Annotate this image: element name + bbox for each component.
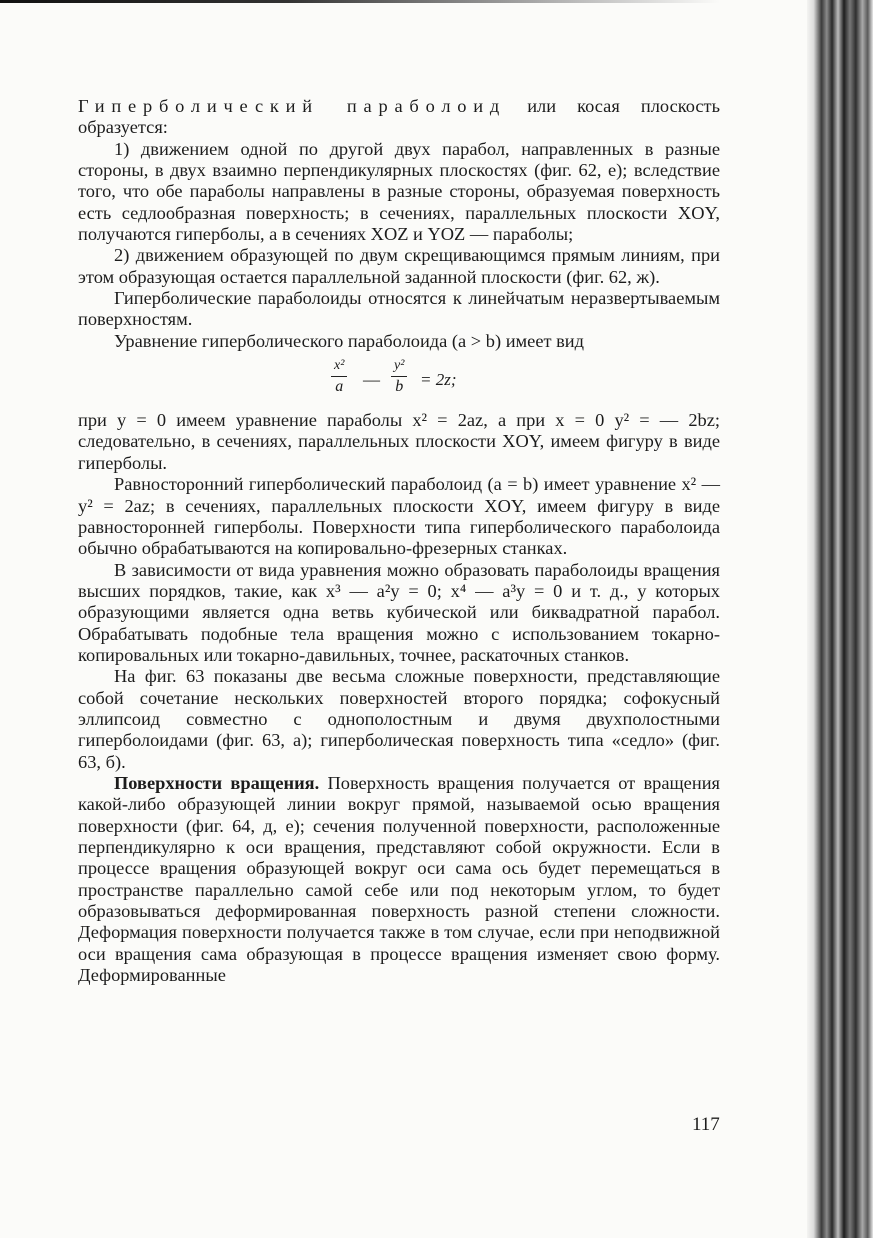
equation-minus: — xyxy=(363,370,380,390)
fraction-x xyxy=(331,356,347,397)
fraction-y xyxy=(391,356,407,397)
fraction-x-denominator: a xyxy=(335,378,344,396)
term-hyperbolic-paraboloid: Гиперболический параболоид xyxy=(78,96,507,116)
page-body xyxy=(78,96,720,986)
paragraph-method-2: 2) движением образующей по двум скрещивающимся прямым линиям, при этом образующая остается параллельной заданной плоскости (фиг. 62, ж). xyxy=(78,245,720,287)
paragraph-sections: при y = 0 имеем уравнение параболы x² = 2az, а при x = 0 y² = — 2bz; следовательно, в сечениях, параллельных плоскости XOY, имеем фигуру в виде гиперболы. xyxy=(78,410,720,473)
equation-rhs: = 2z; xyxy=(420,370,457,390)
paragraph-fig63: На фиг. 63 показаны две весьма сложные поверхности, представляющие собой сочетание нескольких поверхностей второго порядка; софокусный эллипсоид совместно с однополостным и двумя двухполостными гиперболоидами (фиг. 63, а); гиперболическая поверхность типа «седло» (фиг. 63, б). xyxy=(78,666,720,772)
equation-hyperbolic-paraboloid xyxy=(78,354,720,406)
paragraph-hyperbolic-paraboloid xyxy=(78,96,720,139)
paragraph-text: Поверхность вращения получается от вращения какой-либо образующей линии вокруг прямой, называемой осью вращения поверхности (фиг. 64, д, е); сечения полученной поверхности, расположенные перпендикулярно к оси вращения, представляют собой окружности. Если в процессе вращения образующей вокруг оси сама ось будет перемещаться в пространстве параллельно самой себе или под некоторым углом, то будет образовываться деформированная поверхность разной степени сложности. Деформация поверхности получается также в том случае, если при неподвижной оси вращения сама образующая в процессе вращения изменяет свою форму. Деформированные xyxy=(78,772,720,986)
paragraph-equilateral: Равносторонний гиперболический параболоид (a = b) имеет уравнение x² — y² = 2az; в сечениях, параллельных плоскости XOY, имеем фигуру в виде равносторонней гиперболы. Поверхности типа гиперболического параболоида обычно обрабатываются на копировально-фрезерных станках. xyxy=(78,474,720,559)
paragraph-equation-intro: Уравнение гиперболического параболоида (a > b) имеет вид xyxy=(114,330,585,351)
paragraph-surfaces-of-revolution xyxy=(78,773,720,986)
paragraph-ruled-surfaces: Гиперболические параболоиды относятся к линейчатым неразвертываемым поверхностям. xyxy=(78,288,720,330)
heading-surfaces-of-revolution: Поверхности вращения. xyxy=(114,772,320,793)
book-binding-edge xyxy=(807,0,873,1238)
fraction-y-denominator: b xyxy=(395,378,404,396)
fraction-y-numerator: y² xyxy=(391,356,407,377)
paragraph-text: или косая плоскость образуется: xyxy=(78,96,720,138)
paragraph-method-1: 1) движением одной по другой двух парабол, направленных в разные стороны, в двух взаимно перпендикулярных плоскостях (фиг. 62, е); вследствие того, что обе параболы направлены в разные стороны, образуемая поверхность есть седлообразная поверхность; в сечениях, параллельных плоскости XOY, получаются гиперболы, а в сечениях XOZ и YOZ — параболы; xyxy=(78,138,720,245)
fraction-x-numerator: x² xyxy=(331,356,347,377)
page-top-edge xyxy=(0,0,720,3)
paragraph-higher-order: В зависимости от вида уравнения можно образовать параболоиды вращения высших порядков, такие, как x³ — a²y = 0; x⁴ — a³y = 0 и т. д., у которых образующими является одна ветвь кубической или биквадратной парабол. Обрабатывать подобные тела вращения можно с использованием токарно-копировальных или токарно-давильных, точнее, раскаточных станков. xyxy=(78,559,720,665)
page-number: 117 xyxy=(692,1114,720,1135)
